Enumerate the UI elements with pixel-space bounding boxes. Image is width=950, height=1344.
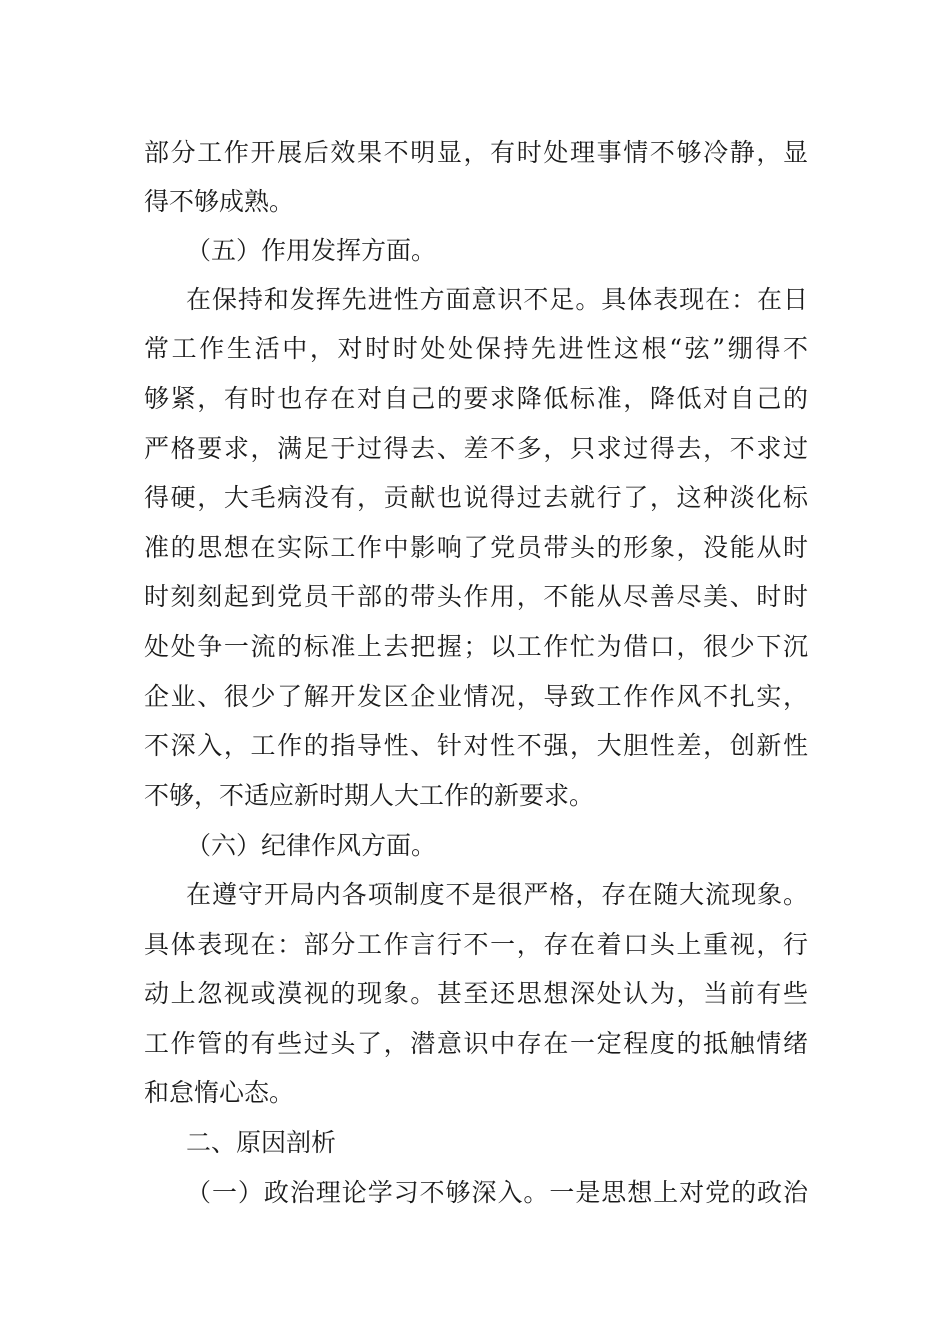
body-text-line: 企业、很少了解开发区企业情况，导致工作作风不扎实， [144, 682, 808, 711]
paragraph-first-line: 在遵守开局内各项制度不是很严格，存在随大流现象。 [186, 880, 808, 909]
paragraph-first-line: 在保持和发挥先进性方面意识不足。具体表现在：在日 [186, 285, 808, 314]
body-text-line: 不深入，工作的指导性、针对性不强，大胆性差，创新性 [144, 731, 808, 760]
body-text-line: 具体表现在：部分工作言行不一，存在着口头上重视，行 [144, 930, 808, 959]
section-heading-6: （六）纪律作风方面。 [186, 831, 437, 860]
body-text-line: 不够，不适应新时期人大工作的新要求。 [144, 781, 595, 810]
body-text-line: 处处争一流的标准上去把握；以工作忙为借口，很少下沉 [144, 632, 808, 661]
body-text-line: 够紧，有时也存在对自己的要求降低标准，降低对自己的 [144, 384, 808, 413]
body-text-line: 得不够成熟。 [144, 187, 295, 216]
section-heading-5: （五）作用发挥方面。 [186, 236, 437, 265]
body-text-line: 准的思想在实际工作中影响了党员带头的形象，没能从时 [144, 533, 808, 562]
body-text-line: 时刻刻起到党员干部的带头作用，不能从尽善尽美、时时 [144, 582, 808, 611]
chapter-heading-2: 二、原因剖析 [186, 1128, 337, 1157]
body-text-line: 动上忽视或漠视的现象。甚至还思想深处认为，当前有些 [144, 979, 808, 1008]
body-text-line: 得硬，大毛病没有，贡献也说得过去就行了，这种淡化标 [144, 483, 808, 512]
section-heading-1: （一）政治理论学习不够深入。一是思想上对党的政治 [186, 1178, 808, 1207]
body-text-line: 工作管的有些过头了，潜意识中存在一定程度的抵触情绪 [144, 1029, 808, 1058]
body-text-line: 常工作生活中，对时时处处保持先进性这根“弦”绷得不 [144, 334, 808, 363]
body-text-line: 和怠惰心态。 [144, 1078, 295, 1107]
body-text-line: 部分工作开展后效果不明显，有时处理事情不够冷静，显 [144, 138, 808, 167]
body-text-line: 严格要求，满足于过得去、差不多，只求过得去，不求过 [144, 434, 808, 463]
